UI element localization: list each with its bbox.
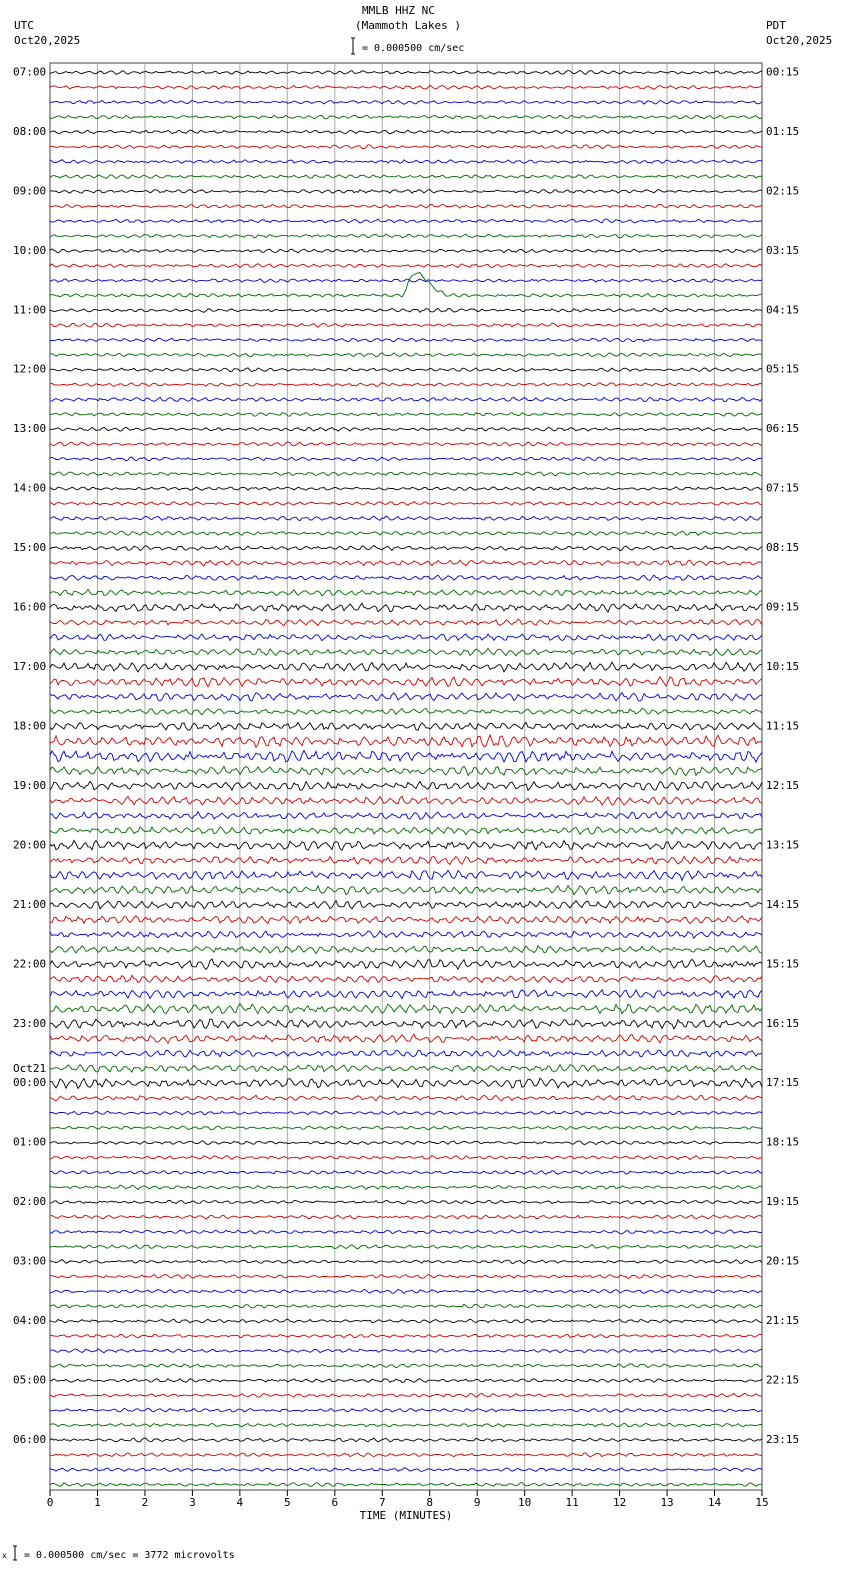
right-hour-label: 05:15 bbox=[766, 362, 800, 376]
trace-line bbox=[50, 1364, 762, 1368]
right-hour-label: 10:15 bbox=[766, 660, 800, 674]
trace-line bbox=[50, 353, 762, 357]
trace-line bbox=[50, 766, 762, 776]
trace-line bbox=[50, 677, 762, 687]
x-tick-label: 6 bbox=[331, 1496, 339, 1509]
trace-line bbox=[50, 457, 762, 461]
trace-line bbox=[50, 368, 762, 372]
left-timezone: UTC bbox=[14, 19, 34, 32]
x-tick-label: 12 bbox=[612, 1496, 627, 1509]
trace-line bbox=[50, 397, 762, 401]
trace-line bbox=[50, 1230, 762, 1234]
trace-line bbox=[50, 1111, 762, 1115]
trace-line bbox=[50, 115, 762, 119]
trace-line bbox=[50, 189, 762, 193]
left-hour-label: 08:00 bbox=[13, 124, 47, 138]
trace-line bbox=[50, 338, 762, 342]
trace-line bbox=[50, 1185, 762, 1189]
right-hour-label: 20:15 bbox=[766, 1254, 800, 1268]
x-tick-label: 4 bbox=[236, 1496, 244, 1509]
trace-line bbox=[50, 308, 762, 312]
trace-line bbox=[50, 412, 762, 416]
right-hour-label: 07:15 bbox=[766, 481, 800, 495]
trace-line bbox=[50, 502, 762, 506]
left-hour-label: 17:00 bbox=[13, 660, 47, 674]
left-hour-label: 10:00 bbox=[13, 243, 47, 257]
trace-line bbox=[50, 1019, 762, 1029]
x-axis-label: TIME (MINUTES) bbox=[359, 1509, 453, 1522]
trace-line bbox=[50, 693, 762, 702]
trace-line bbox=[50, 1423, 762, 1427]
x-tick-label: 11 bbox=[565, 1496, 579, 1509]
right-hour-label: 02:15 bbox=[766, 184, 800, 198]
trace-line bbox=[50, 487, 762, 491]
trace-line bbox=[50, 383, 762, 387]
right-date: Oct20,2025 bbox=[766, 34, 833, 47]
trace-line bbox=[50, 1334, 762, 1338]
x-tick-label: 15 bbox=[755, 1496, 769, 1509]
trace-line bbox=[50, 1275, 762, 1279]
right-hour-label: 19:15 bbox=[766, 1195, 800, 1209]
right-hour-label: 03:15 bbox=[766, 243, 800, 257]
trace-line bbox=[50, 841, 762, 851]
trace-line bbox=[50, 1095, 762, 1100]
trace-line bbox=[50, 219, 762, 223]
x-tick-label: 5 bbox=[284, 1496, 291, 1509]
trace-line bbox=[50, 856, 762, 864]
left-hour-label: 01:00 bbox=[13, 1135, 47, 1149]
right-hour-label: 01:15 bbox=[766, 124, 800, 138]
trace-line bbox=[50, 442, 762, 446]
right-hour-label: 18:15 bbox=[766, 1135, 800, 1149]
footer-scale-mark: x bbox=[2, 1551, 7, 1560]
trace-line bbox=[50, 546, 762, 551]
left-date: Oct20,2025 bbox=[14, 34, 81, 47]
trace-line bbox=[50, 708, 762, 715]
right-hour-label: 16:15 bbox=[766, 1016, 800, 1030]
trace-line bbox=[50, 959, 762, 969]
trace-line bbox=[50, 886, 762, 895]
right-hour-label: 15:15 bbox=[766, 957, 800, 971]
right-hour-label: 00:15 bbox=[766, 65, 800, 79]
trace-line bbox=[50, 870, 762, 880]
left-hour-label: 03:00 bbox=[13, 1254, 47, 1268]
trace-line bbox=[50, 1126, 762, 1130]
trace-line bbox=[50, 1408, 762, 1412]
x-tick-label: 2 bbox=[141, 1496, 149, 1509]
time-axis bbox=[47, 1490, 769, 1522]
trace-line bbox=[50, 648, 762, 655]
left-hour-label: 00:00 bbox=[13, 1076, 47, 1090]
trace-line bbox=[50, 723, 762, 731]
right-hour-label: 13:15 bbox=[766, 838, 800, 852]
right-timezone: PDT bbox=[766, 19, 786, 32]
trace-line bbox=[50, 85, 762, 89]
right-hour-label: 11:15 bbox=[766, 719, 800, 733]
trace-line bbox=[50, 662, 762, 672]
trace-line bbox=[50, 1050, 762, 1057]
right-hour-label: 08:15 bbox=[766, 541, 800, 555]
trace-line bbox=[50, 175, 762, 179]
left-hour-label: 15:00 bbox=[13, 541, 47, 555]
trace-line bbox=[50, 603, 762, 612]
trace-line bbox=[50, 70, 762, 74]
trace-line bbox=[50, 751, 762, 763]
x-tick-label: 0 bbox=[46, 1496, 54, 1509]
plot-frame bbox=[50, 63, 762, 1490]
trace-line bbox=[50, 1438, 762, 1442]
left-hour-label: 18:00 bbox=[13, 719, 47, 733]
trace-line bbox=[50, 234, 762, 238]
trace-line bbox=[50, 427, 762, 431]
trace-line bbox=[50, 1453, 762, 1457]
trace-line bbox=[50, 1215, 762, 1219]
trace-line bbox=[50, 634, 762, 641]
right-hour-label: 17:15 bbox=[766, 1076, 800, 1090]
trace-line bbox=[50, 1319, 762, 1323]
trace-line bbox=[50, 160, 762, 164]
station-title: MMLB HHZ NC bbox=[362, 4, 435, 17]
left-hour-label: 11:00 bbox=[13, 303, 47, 317]
trace-line bbox=[50, 145, 762, 149]
left-hour-label: 23:00 bbox=[13, 1016, 47, 1030]
trace-line bbox=[50, 1141, 762, 1145]
trace-line bbox=[50, 589, 762, 596]
trace-line bbox=[50, 1393, 762, 1397]
left-hour-label: 04:00 bbox=[13, 1314, 47, 1328]
trace-line bbox=[50, 130, 762, 134]
trace-line bbox=[50, 1468, 762, 1472]
trace-line bbox=[50, 1065, 762, 1073]
left-hour-label: 09:00 bbox=[13, 184, 47, 198]
left-hour-label: 19:00 bbox=[13, 778, 47, 792]
left-hour-label: 06:00 bbox=[13, 1432, 47, 1446]
right-hour-label: 22:15 bbox=[766, 1373, 800, 1387]
trace-line bbox=[50, 273, 762, 298]
trace-line bbox=[50, 901, 762, 909]
x-tick-label: 7 bbox=[378, 1496, 386, 1509]
trace-line bbox=[50, 1483, 762, 1487]
x-tick-label: 14 bbox=[707, 1496, 722, 1509]
trace-line bbox=[50, 279, 762, 283]
trace-line bbox=[50, 990, 762, 999]
trace-line bbox=[50, 204, 762, 208]
left-hour-label: 02:00 bbox=[13, 1195, 47, 1209]
trace-line bbox=[50, 735, 762, 748]
trace-line bbox=[50, 931, 762, 938]
grid-lines bbox=[50, 63, 762, 1490]
x-tick-label: 13 bbox=[660, 1496, 674, 1509]
left-hour-label: 05:00 bbox=[13, 1373, 47, 1387]
location-title: (Mammoth Lakes ) bbox=[355, 19, 461, 32]
trace-line bbox=[50, 575, 762, 580]
trace-line bbox=[50, 472, 762, 476]
trace-line bbox=[50, 619, 762, 626]
trace-line bbox=[50, 531, 762, 536]
right-hour-label: 21:15 bbox=[766, 1314, 800, 1328]
trace-line bbox=[50, 516, 762, 521]
right-hour-label: 09:15 bbox=[766, 600, 800, 614]
trace-line bbox=[50, 796, 762, 805]
trace-line bbox=[50, 975, 762, 982]
left-hour-label: 20:00 bbox=[13, 838, 47, 852]
left-hour-label: 14:00 bbox=[13, 481, 47, 495]
trace-line bbox=[50, 1170, 762, 1174]
right-hour-label: 04:15 bbox=[766, 303, 800, 317]
right-hour-label: 23:15 bbox=[766, 1432, 800, 1446]
trace-line bbox=[50, 1304, 762, 1308]
left-hour-label: 22:00 bbox=[13, 957, 47, 971]
trace-line bbox=[50, 1200, 762, 1204]
right-hour-label: 06:15 bbox=[766, 422, 800, 436]
right-hour-label: 14:15 bbox=[766, 897, 800, 911]
trace-line bbox=[50, 264, 762, 268]
x-tick-label: 8 bbox=[426, 1496, 434, 1509]
footer-scale-note: = 0.000500 cm/sec = 3772 microvolts bbox=[24, 1550, 235, 1561]
trace-line bbox=[50, 1245, 762, 1249]
trace-line bbox=[50, 100, 762, 104]
scale-label: = 0.000500 cm/sec bbox=[362, 43, 465, 54]
trace-line bbox=[50, 1156, 762, 1160]
trace-line bbox=[50, 1349, 762, 1353]
right-hour-label: 12:15 bbox=[766, 778, 800, 792]
trace-line bbox=[50, 1260, 762, 1264]
trace-line bbox=[50, 323, 762, 327]
seismic-traces bbox=[50, 70, 762, 1486]
x-tick-label: 3 bbox=[189, 1496, 196, 1509]
left-hour-label: 12:00 bbox=[13, 362, 47, 376]
left-hour-label: 16:00 bbox=[13, 600, 47, 614]
trace-line bbox=[50, 1289, 762, 1293]
trace-line bbox=[50, 1078, 762, 1088]
trace-line bbox=[50, 946, 762, 954]
trace-line bbox=[50, 1034, 762, 1043]
trace-line bbox=[50, 781, 762, 790]
left-hour-label: 21:00 bbox=[13, 897, 47, 911]
trace-line bbox=[50, 249, 762, 253]
left-hour-label: 13:00 bbox=[13, 422, 47, 436]
date-change-label: Oct21 bbox=[13, 1062, 47, 1076]
x-tick-label: 1 bbox=[94, 1496, 101, 1509]
trace-line bbox=[50, 827, 762, 835]
x-tick-label: 9 bbox=[473, 1496, 481, 1509]
trace-line bbox=[50, 811, 762, 819]
trace-line bbox=[50, 916, 762, 924]
x-tick-label: 10 bbox=[518, 1496, 532, 1509]
trace-line bbox=[50, 1379, 762, 1383]
left-hour-label: 07:00 bbox=[13, 65, 47, 79]
trace-line bbox=[50, 560, 762, 566]
trace-line bbox=[50, 1004, 762, 1014]
